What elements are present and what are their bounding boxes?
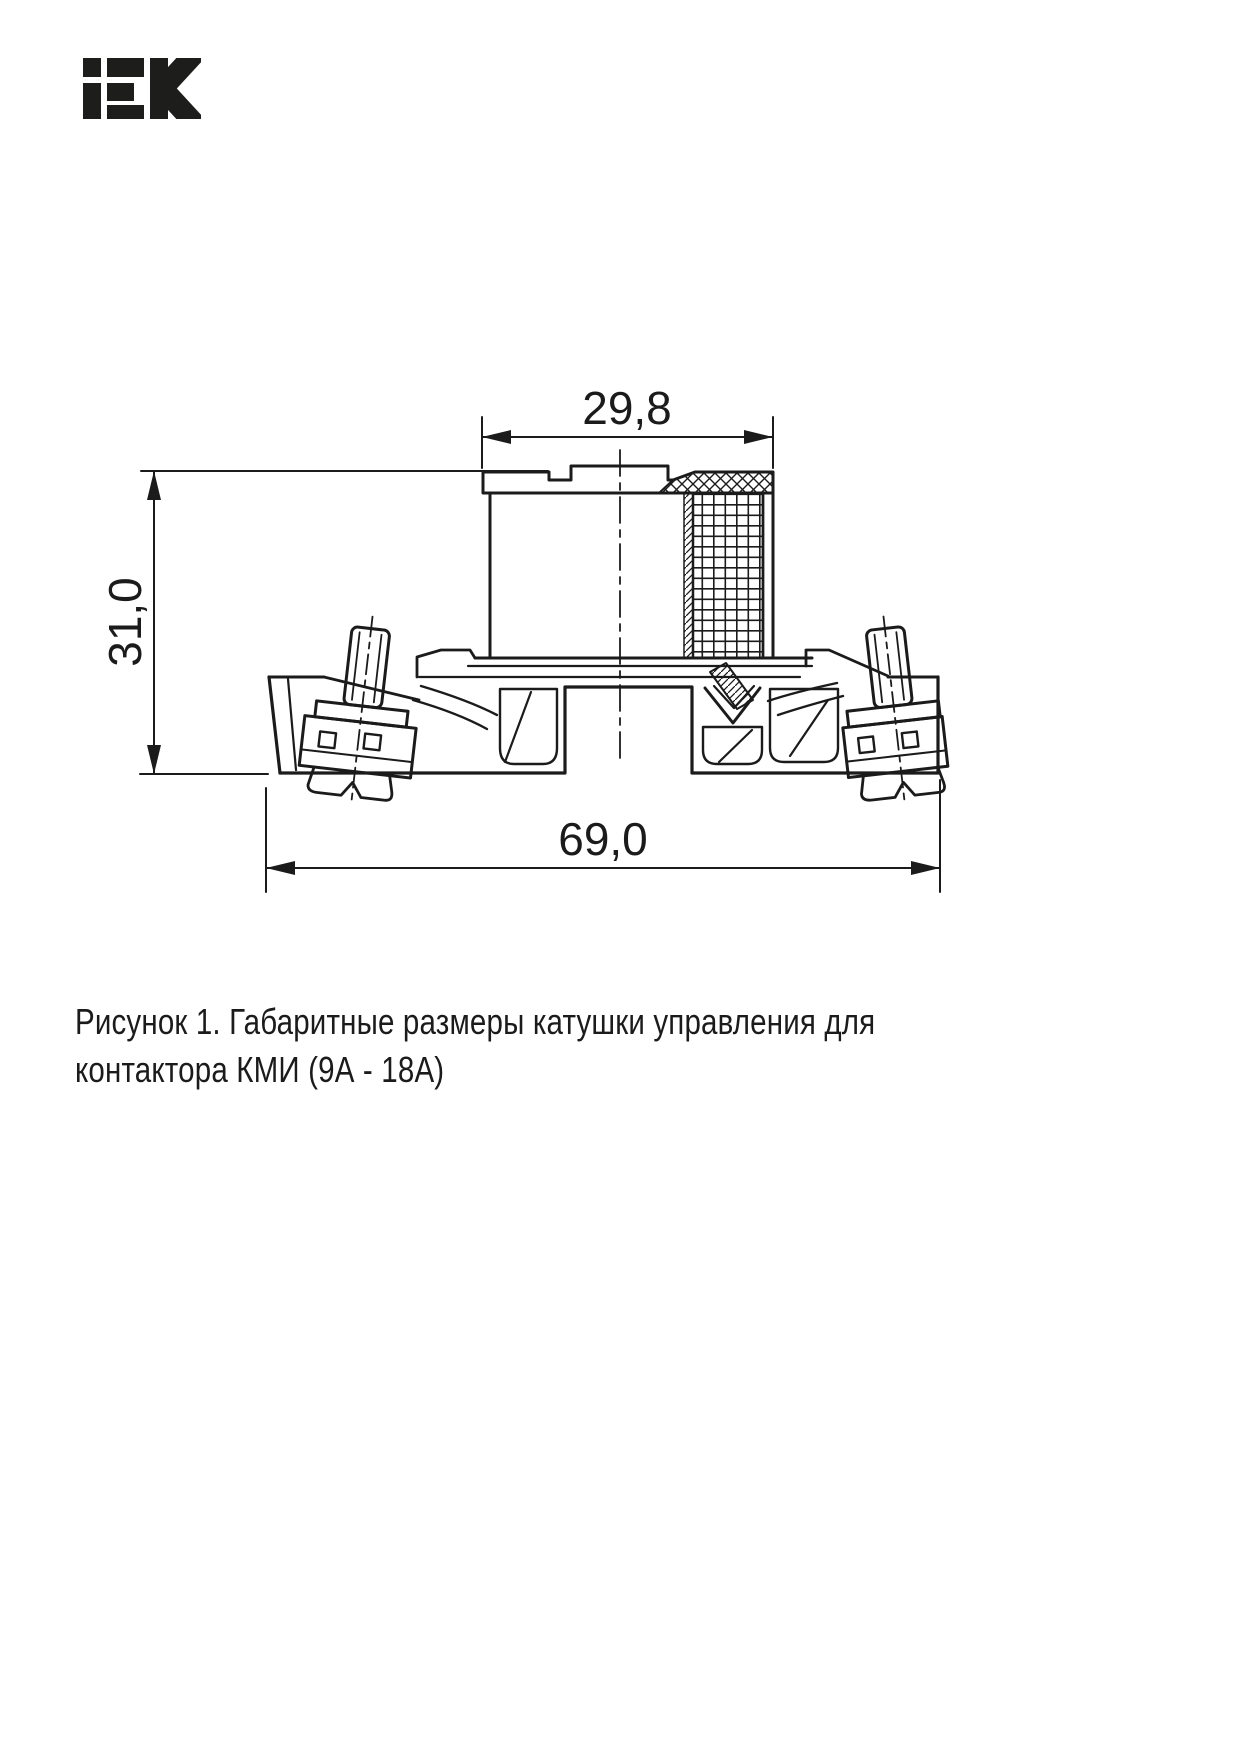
right-boss — [806, 650, 888, 676]
right-screw-edge-b — [896, 632, 904, 700]
right-block-hole-a — [858, 736, 875, 753]
dimension-top-width — [482, 382, 773, 468]
dim-top-value: 29,8 — [582, 382, 672, 434]
left-boss — [417, 650, 475, 677]
left-terminal — [296, 610, 428, 805]
dim-left-arrow-top — [147, 471, 161, 500]
dim-left-arrow-bottom — [147, 745, 161, 774]
dimensions — [99, 382, 940, 892]
base-housing — [269, 650, 938, 773]
winding-cap-hatched — [659, 472, 773, 493]
right-block-hole-b — [902, 732, 919, 749]
coil-assembly — [483, 450, 773, 762]
cavity-center-right-slash — [719, 730, 752, 762]
left-wire-channel-a — [421, 686, 497, 715]
left-block-hole-b — [364, 734, 382, 751]
dim-bottom-arrow-right — [911, 861, 940, 875]
dimension-left-height — [99, 471, 548, 774]
left-pocket-slant — [324, 677, 419, 700]
dim-top-arrow-right — [744, 430, 773, 444]
cavity-center-right — [703, 727, 762, 764]
dim-left-value: 31,0 — [99, 577, 151, 667]
figure-caption — [75, 998, 875, 1094]
cavity-left-slash — [505, 692, 531, 762]
right-screw-edge-a — [874, 635, 882, 703]
bobbin-wall-section — [684, 493, 693, 658]
caption-line-2: контактора КМИ (9А - 18А) — [75, 1049, 445, 1090]
right-wire-channel-a — [768, 683, 837, 701]
dim-top-arrow-left — [482, 430, 511, 444]
dim-bottom-value: 69,0 — [558, 813, 648, 865]
left-screw-edge-a — [352, 632, 360, 700]
caption-line-1: Рисунок 1. Габаритные размеры катушки управления для — [75, 1001, 876, 1042]
left-wall-inner — [288, 679, 296, 770]
left-block-hole-a — [318, 731, 336, 748]
base-bottom-with-notch — [280, 687, 938, 773]
dim-bottom-arrow-left — [266, 861, 295, 875]
left-screw-edge-b — [374, 635, 382, 703]
right-terminal — [831, 611, 951, 805]
left-wall-outer — [269, 677, 280, 773]
winding-grid-section — [693, 493, 763, 658]
right-wire-channel-b — [778, 696, 843, 715]
